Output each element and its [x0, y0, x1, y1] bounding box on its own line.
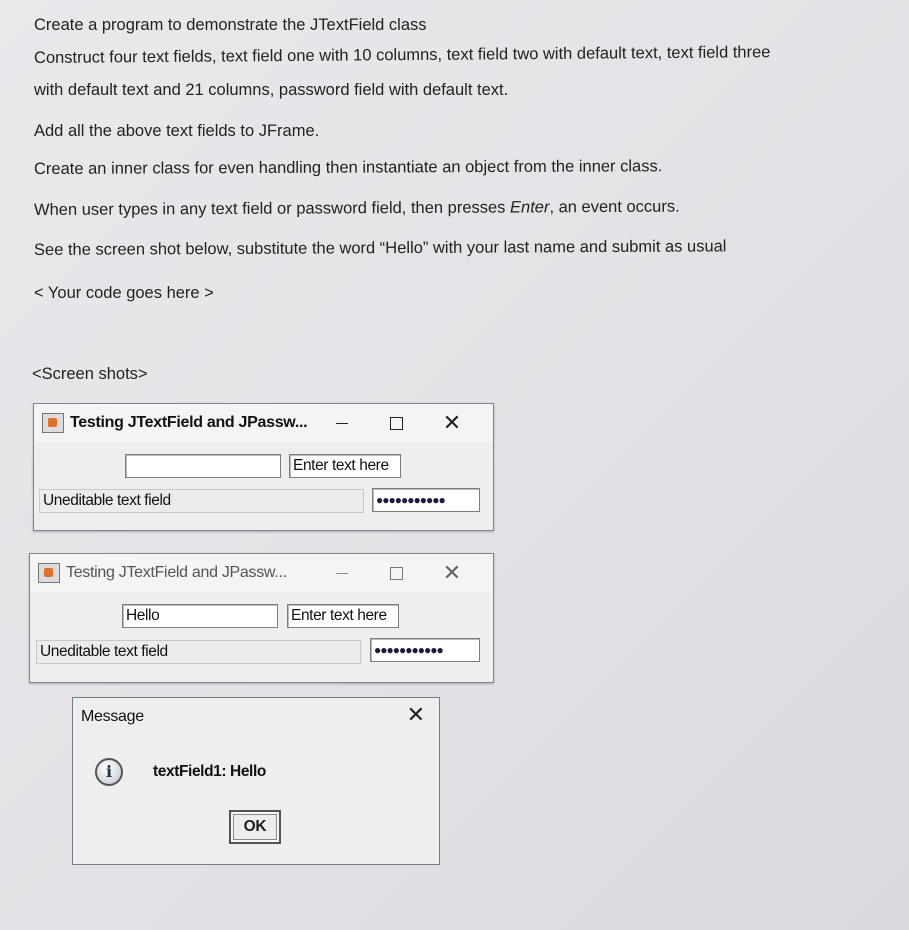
code-placeholder: < Your code goes here > [34, 284, 214, 302]
password-field[interactable]: ●●●●●●●●●●● [372, 488, 480, 512]
instruction-line-2: Construct four text fields, text field one with 10 columns, text field two with default text, text field three [33, 43, 771, 67]
instruction-line-6: See the screen shot below, substitute the word “Hello” with your last name and submit as usual [33, 237, 727, 259]
message-dialog [72, 697, 440, 865]
window-1-titlebar[interactable] [34, 404, 493, 442]
maximize-button[interactable] [373, 554, 419, 592]
instruction-line-5-suffix: , an event occurs. [549, 197, 680, 217]
text-field-1[interactable]: Hello [122, 604, 278, 628]
instruction-heading: Create a program to demonstrate the JTextField class [34, 16, 427, 34]
instruction-line-3: Add all the above text fields to JFrame. [34, 122, 320, 140]
text-field-1[interactable] [125, 454, 281, 478]
java-app-icon [42, 413, 64, 433]
close-button[interactable] [429, 554, 475, 592]
text-field-3-uneditable: Uneditable text field [36, 640, 361, 664]
maximize-icon [390, 567, 403, 580]
ok-button[interactable]: OK [229, 810, 281, 844]
text-field-2[interactable]: Enter text here [289, 454, 401, 478]
screenshots-label: <Screen shots> [32, 365, 148, 383]
instruction-line-2b: with default text and 21 columns, password field with default text. [34, 81, 509, 99]
java-window-1 [33, 403, 494, 531]
window-1-title: Testing JTextField and JPassw... [70, 414, 308, 431]
instruction-line-5-prefix: When user types in any text field or password field, then presses [33, 198, 511, 219]
java-app-icon [38, 563, 60, 583]
maximize-icon [390, 417, 403, 430]
instruction-line-5-enter: Enter [509, 198, 550, 217]
minimize-button[interactable] [319, 404, 365, 442]
minimize-icon [336, 573, 348, 574]
minimize-icon [336, 423, 348, 424]
info-icon: i [95, 758, 123, 786]
message-text: textField1: Hello [153, 763, 266, 780]
close-icon: ✕ [442, 560, 462, 585]
close-icon: ✕ [442, 410, 462, 435]
close-button[interactable] [429, 404, 475, 442]
close-icon[interactable]: ✕ [406, 702, 425, 727]
instruction-line-5 [34, 197, 680, 220]
maximize-button[interactable] [373, 404, 419, 442]
text-field-3-uneditable: Uneditable text field [39, 489, 364, 513]
password-field[interactable]: ●●●●●●●●●●● [370, 638, 480, 662]
java-window-2 [29, 553, 494, 683]
window-2-title: Testing JTextField and JPassw... [66, 564, 287, 581]
text-field-2[interactable]: Enter text here [287, 604, 399, 628]
instruction-line-4: Create an inner class for even handling then instantiate an object from the inner class. [33, 157, 663, 178]
window-2-titlebar[interactable] [30, 554, 493, 592]
message-dialog-title: Message [81, 708, 144, 725]
minimize-button[interactable] [319, 554, 365, 592]
